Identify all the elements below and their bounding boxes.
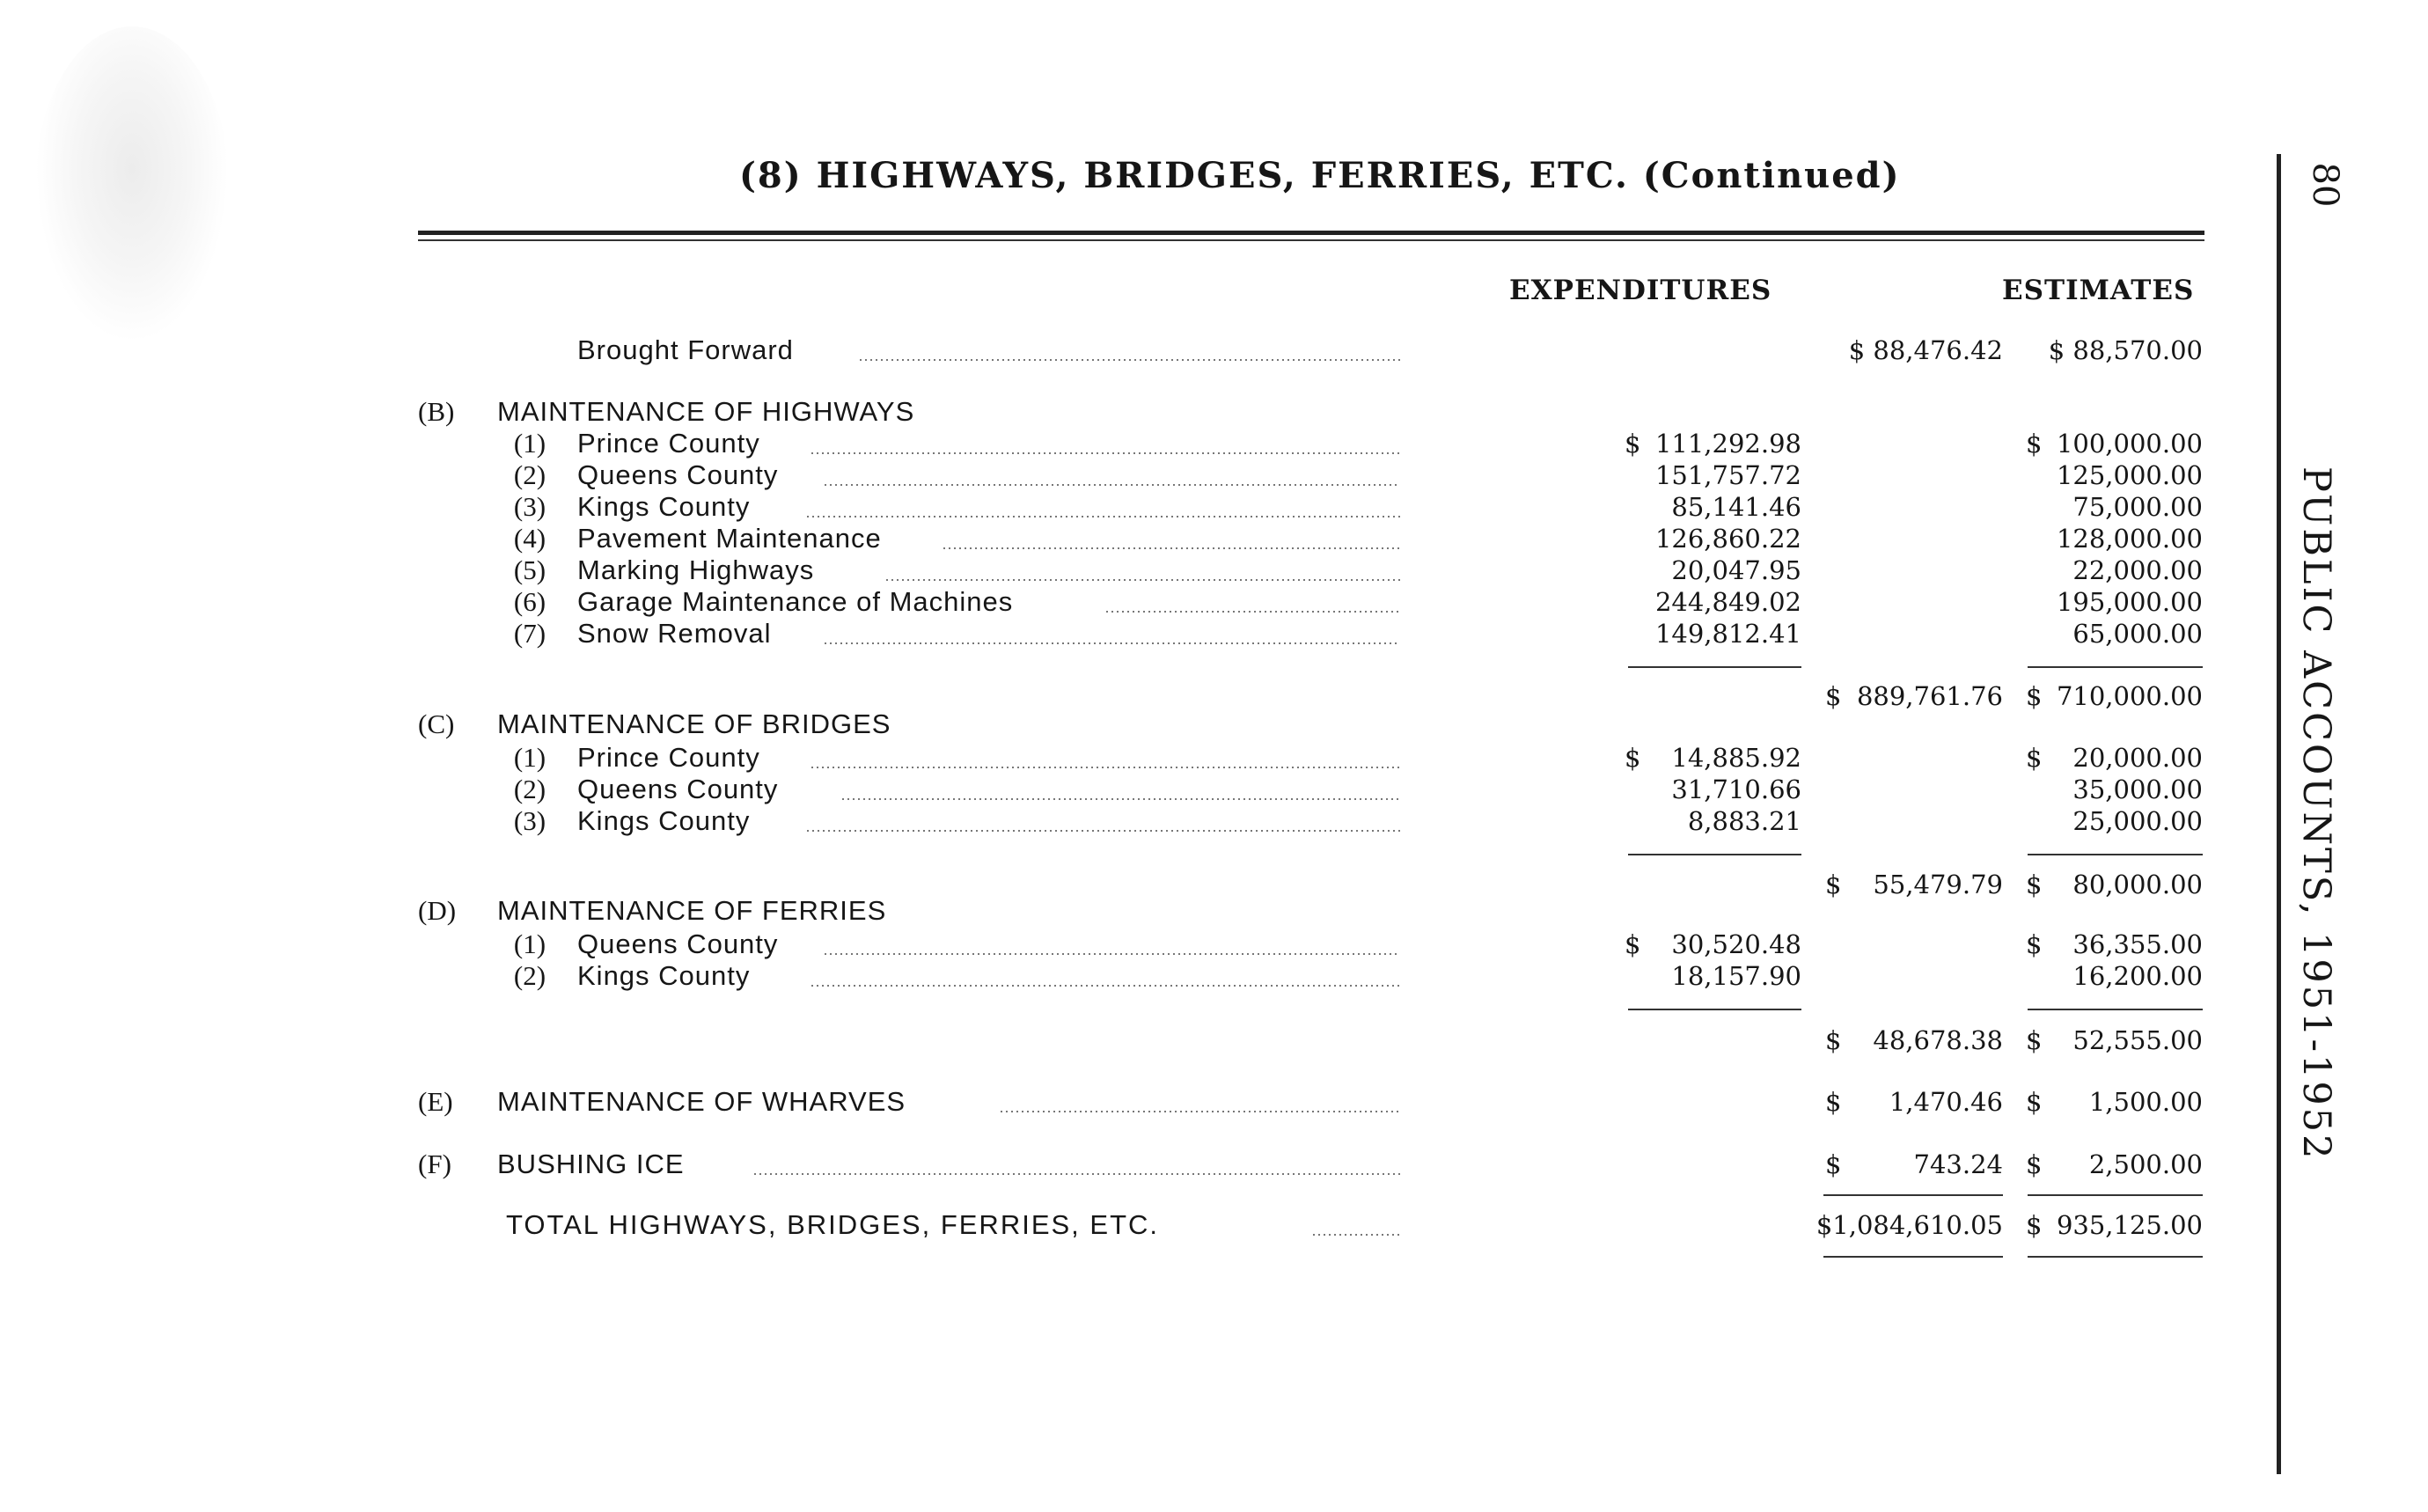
section-c-heading (0, 708, 2428, 740)
currency-symbol: $ (1825, 1025, 1842, 1055)
item-number: (6) (513, 586, 546, 617)
section-d-subtotal-row (0, 1024, 2428, 1056)
item-estimate: 125,000.00 (2056, 460, 2203, 490)
item-label: Queens County (577, 928, 779, 959)
item-expenditure: 14,885.92 (1671, 743, 1801, 773)
page-smudge (35, 26, 229, 343)
table-row (0, 491, 2428, 523)
section-f-expenditure: 743.24 (1913, 1149, 2003, 1179)
section-e-expenditure: 1,470.46 (1889, 1087, 2003, 1117)
currency-symbol: $ (1825, 681, 1842, 711)
section-title: MAINTENANCE OF BRIDGES (497, 708, 891, 739)
leader-dots (1311, 1234, 1400, 1236)
currency-symbol: $ (2026, 429, 2043, 459)
underline (2028, 1009, 2203, 1010)
item-estimate: 25,000.00 (2072, 806, 2203, 836)
item-estimate: 75,000.00 (2072, 492, 2203, 522)
brought-forward-exp: $ 88,476.42 (1848, 335, 2003, 365)
leader-dots (884, 579, 1400, 581)
item-label: Kings County (577, 805, 751, 836)
item-number: (2) (513, 459, 546, 490)
currency-symbol: $ (2026, 1149, 2043, 1179)
item-number: (2) (513, 774, 546, 804)
currency-symbol: $ (2026, 870, 2043, 899)
item-number: (4) (513, 523, 546, 554)
section-f-estimate: 2,500.00 (2088, 1149, 2203, 1179)
running-head: PUBLIC ACCOUNTS, 1951-1952 (2294, 466, 2338, 1162)
underline (2028, 854, 2203, 855)
item-estimate: 100,000.00 (2056, 429, 2203, 459)
column-header-estimates: ESTIMATES (2002, 275, 2195, 306)
item-number: (5) (513, 554, 546, 585)
section-d-heading (0, 895, 2428, 927)
grand-total-row (0, 1209, 2428, 1241)
item-label: Pavement Maintenance (577, 523, 882, 554)
page-number: 80 (2305, 162, 2345, 208)
table-row (0, 586, 2428, 618)
section-title: MAINTENANCE OF HIGHWAYS (497, 396, 915, 427)
underline (1823, 1194, 2003, 1196)
section-code: (F) (418, 1149, 451, 1179)
section-e-estimate: 1,500.00 (2088, 1087, 2203, 1117)
leader-dots (805, 830, 1400, 832)
item-label: Queens County (577, 459, 779, 490)
item-number: (3) (513, 491, 546, 522)
item-label: Kings County (577, 960, 751, 991)
leader-dots (999, 1111, 1400, 1112)
item-expenditure: 85,141.46 (1671, 492, 1801, 522)
underline (2028, 666, 2203, 668)
item-estimate: 195,000.00 (2056, 587, 2203, 617)
item-expenditure: 149,812.41 (1654, 619, 1801, 649)
item-expenditure: 31,710.66 (1671, 774, 1801, 804)
section-e-row (0, 1086, 2428, 1118)
section-code: (D) (418, 895, 457, 926)
leader-dots (858, 359, 1400, 361)
item-estimate: 22,000.00 (2072, 555, 2203, 585)
item-label: Marking Highways (577, 554, 815, 585)
brought-forward-est: $ 88,570.00 (2048, 335, 2203, 365)
item-expenditure: 126,860.22 (1654, 524, 1801, 554)
table-row (0, 428, 2428, 459)
currency-symbol: $ (1825, 1087, 1842, 1117)
currency-symbol: $ (1625, 429, 1641, 459)
page-title: (8) HIGHWAYS, BRIDGES, FERRIES, ETC. (Continued) (739, 155, 1901, 196)
leader-dots (805, 516, 1400, 517)
table-row (0, 960, 2428, 992)
column-header-expenditures: EXPENDITURES (1509, 275, 1772, 306)
table-row (0, 618, 2428, 650)
table-row (0, 459, 2428, 491)
table-row (0, 523, 2428, 554)
title-rule-thick (418, 231, 2204, 235)
item-number: (2) (513, 960, 546, 991)
underline (2028, 1194, 2203, 1196)
item-estimate: 35,000.00 (2072, 774, 2203, 804)
currency-symbol: $ (1625, 743, 1641, 773)
item-number: (3) (513, 805, 546, 836)
section-f-row (0, 1149, 2428, 1180)
currency-symbol: $ (1825, 870, 1842, 899)
grand-total-label: TOTAL HIGHWAYS, BRIDGES, FERRIES, ETC. (506, 1209, 1160, 1240)
leader-dots (810, 452, 1400, 454)
table-row (0, 554, 2428, 586)
item-estimate: 16,200.00 (2072, 961, 2203, 991)
section-b-heading (0, 396, 2428, 428)
item-label: Garage Maintenance of Machines (577, 586, 1014, 617)
section-b-subtotal-row (0, 680, 2428, 712)
leader-dots (810, 767, 1400, 768)
section-code: (E) (418, 1086, 453, 1117)
item-label: Snow Removal (577, 618, 772, 649)
section-title: MAINTENANCE OF FERRIES (497, 895, 887, 926)
section-title: MAINTENANCE OF WHARVES (497, 1086, 906, 1117)
leader-dots (840, 798, 1400, 800)
item-label: Prince County (577, 742, 760, 773)
item-expenditure: 244,849.02 (1654, 587, 1801, 617)
leader-dots (942, 547, 1400, 549)
leader-dots (823, 642, 1400, 644)
item-label: Queens County (577, 774, 779, 804)
item-label: Kings County (577, 491, 751, 522)
item-expenditure: 18,157.90 (1671, 961, 1801, 991)
table-row (0, 742, 2428, 774)
item-number: (1) (513, 928, 546, 959)
item-expenditure: 8,883.21 (1687, 806, 1801, 836)
currency-symbol: $ (2026, 1025, 2043, 1055)
currency-symbol: $ (2026, 1087, 2043, 1117)
brought-forward-row (0, 334, 2428, 366)
grand-total-expenditure: $1,084,610.05 (1815, 1210, 2003, 1240)
table-row (0, 928, 2428, 960)
underline (1628, 854, 1801, 855)
currency-symbol: $ (2026, 929, 2043, 959)
currency-symbol: $ (2026, 681, 2043, 711)
subtotal-expenditure: 48,678.38 (1873, 1025, 2003, 1055)
currency-symbol: $ (2026, 1210, 2043, 1240)
item-estimate: 65,000.00 (2072, 619, 2203, 649)
table-row (0, 805, 2428, 837)
item-expenditure: 111,292.98 (1654, 429, 1801, 459)
underline (1628, 1009, 1801, 1010)
brought-forward-label: Brought Forward (577, 334, 794, 365)
item-expenditure: 30,520.48 (1671, 929, 1801, 959)
item-estimate: 36,355.00 (2072, 929, 2203, 959)
item-expenditure: 20,047.95 (1671, 555, 1801, 585)
table-row (0, 774, 2428, 805)
grand-total-estimate: 935,125.00 (2056, 1210, 2203, 1240)
title-rule-thin (418, 239, 2204, 241)
subtotal-expenditure: 55,479.79 (1873, 870, 2003, 899)
section-title: BUSHING ICE (497, 1149, 685, 1179)
subtotal-estimate: 52,555.00 (2072, 1025, 2203, 1055)
underline (1823, 1256, 2003, 1258)
currency-symbol: $ (2026, 743, 2043, 773)
leader-dots (1104, 611, 1400, 613)
underline (2028, 1256, 2203, 1258)
subtotal-estimate: 710,000.00 (2056, 681, 2203, 711)
leader-dots (752, 1173, 1400, 1175)
item-number: (1) (513, 428, 546, 459)
currency-symbol: $ (1625, 929, 1641, 959)
leader-dots (810, 985, 1400, 987)
section-code: (B) (418, 396, 455, 427)
item-expenditure: 151,757.72 (1654, 460, 1801, 490)
item-estimate: 20,000.00 (2072, 743, 2203, 773)
underline (1628, 666, 1801, 668)
item-estimate: 128,000.00 (2056, 524, 2203, 554)
subtotal-expenditure: 889,761.76 (1856, 681, 2003, 711)
leader-dots (823, 953, 1400, 955)
item-number: (1) (513, 742, 546, 773)
currency-symbol: $ (1825, 1149, 1842, 1179)
item-number: (7) (513, 618, 546, 649)
item-label: Prince County (577, 428, 760, 459)
leader-dots (823, 484, 1400, 486)
section-code: (C) (418, 708, 455, 739)
subtotal-estimate: 80,000.00 (2072, 870, 2203, 899)
margin-rule (2277, 154, 2281, 1474)
